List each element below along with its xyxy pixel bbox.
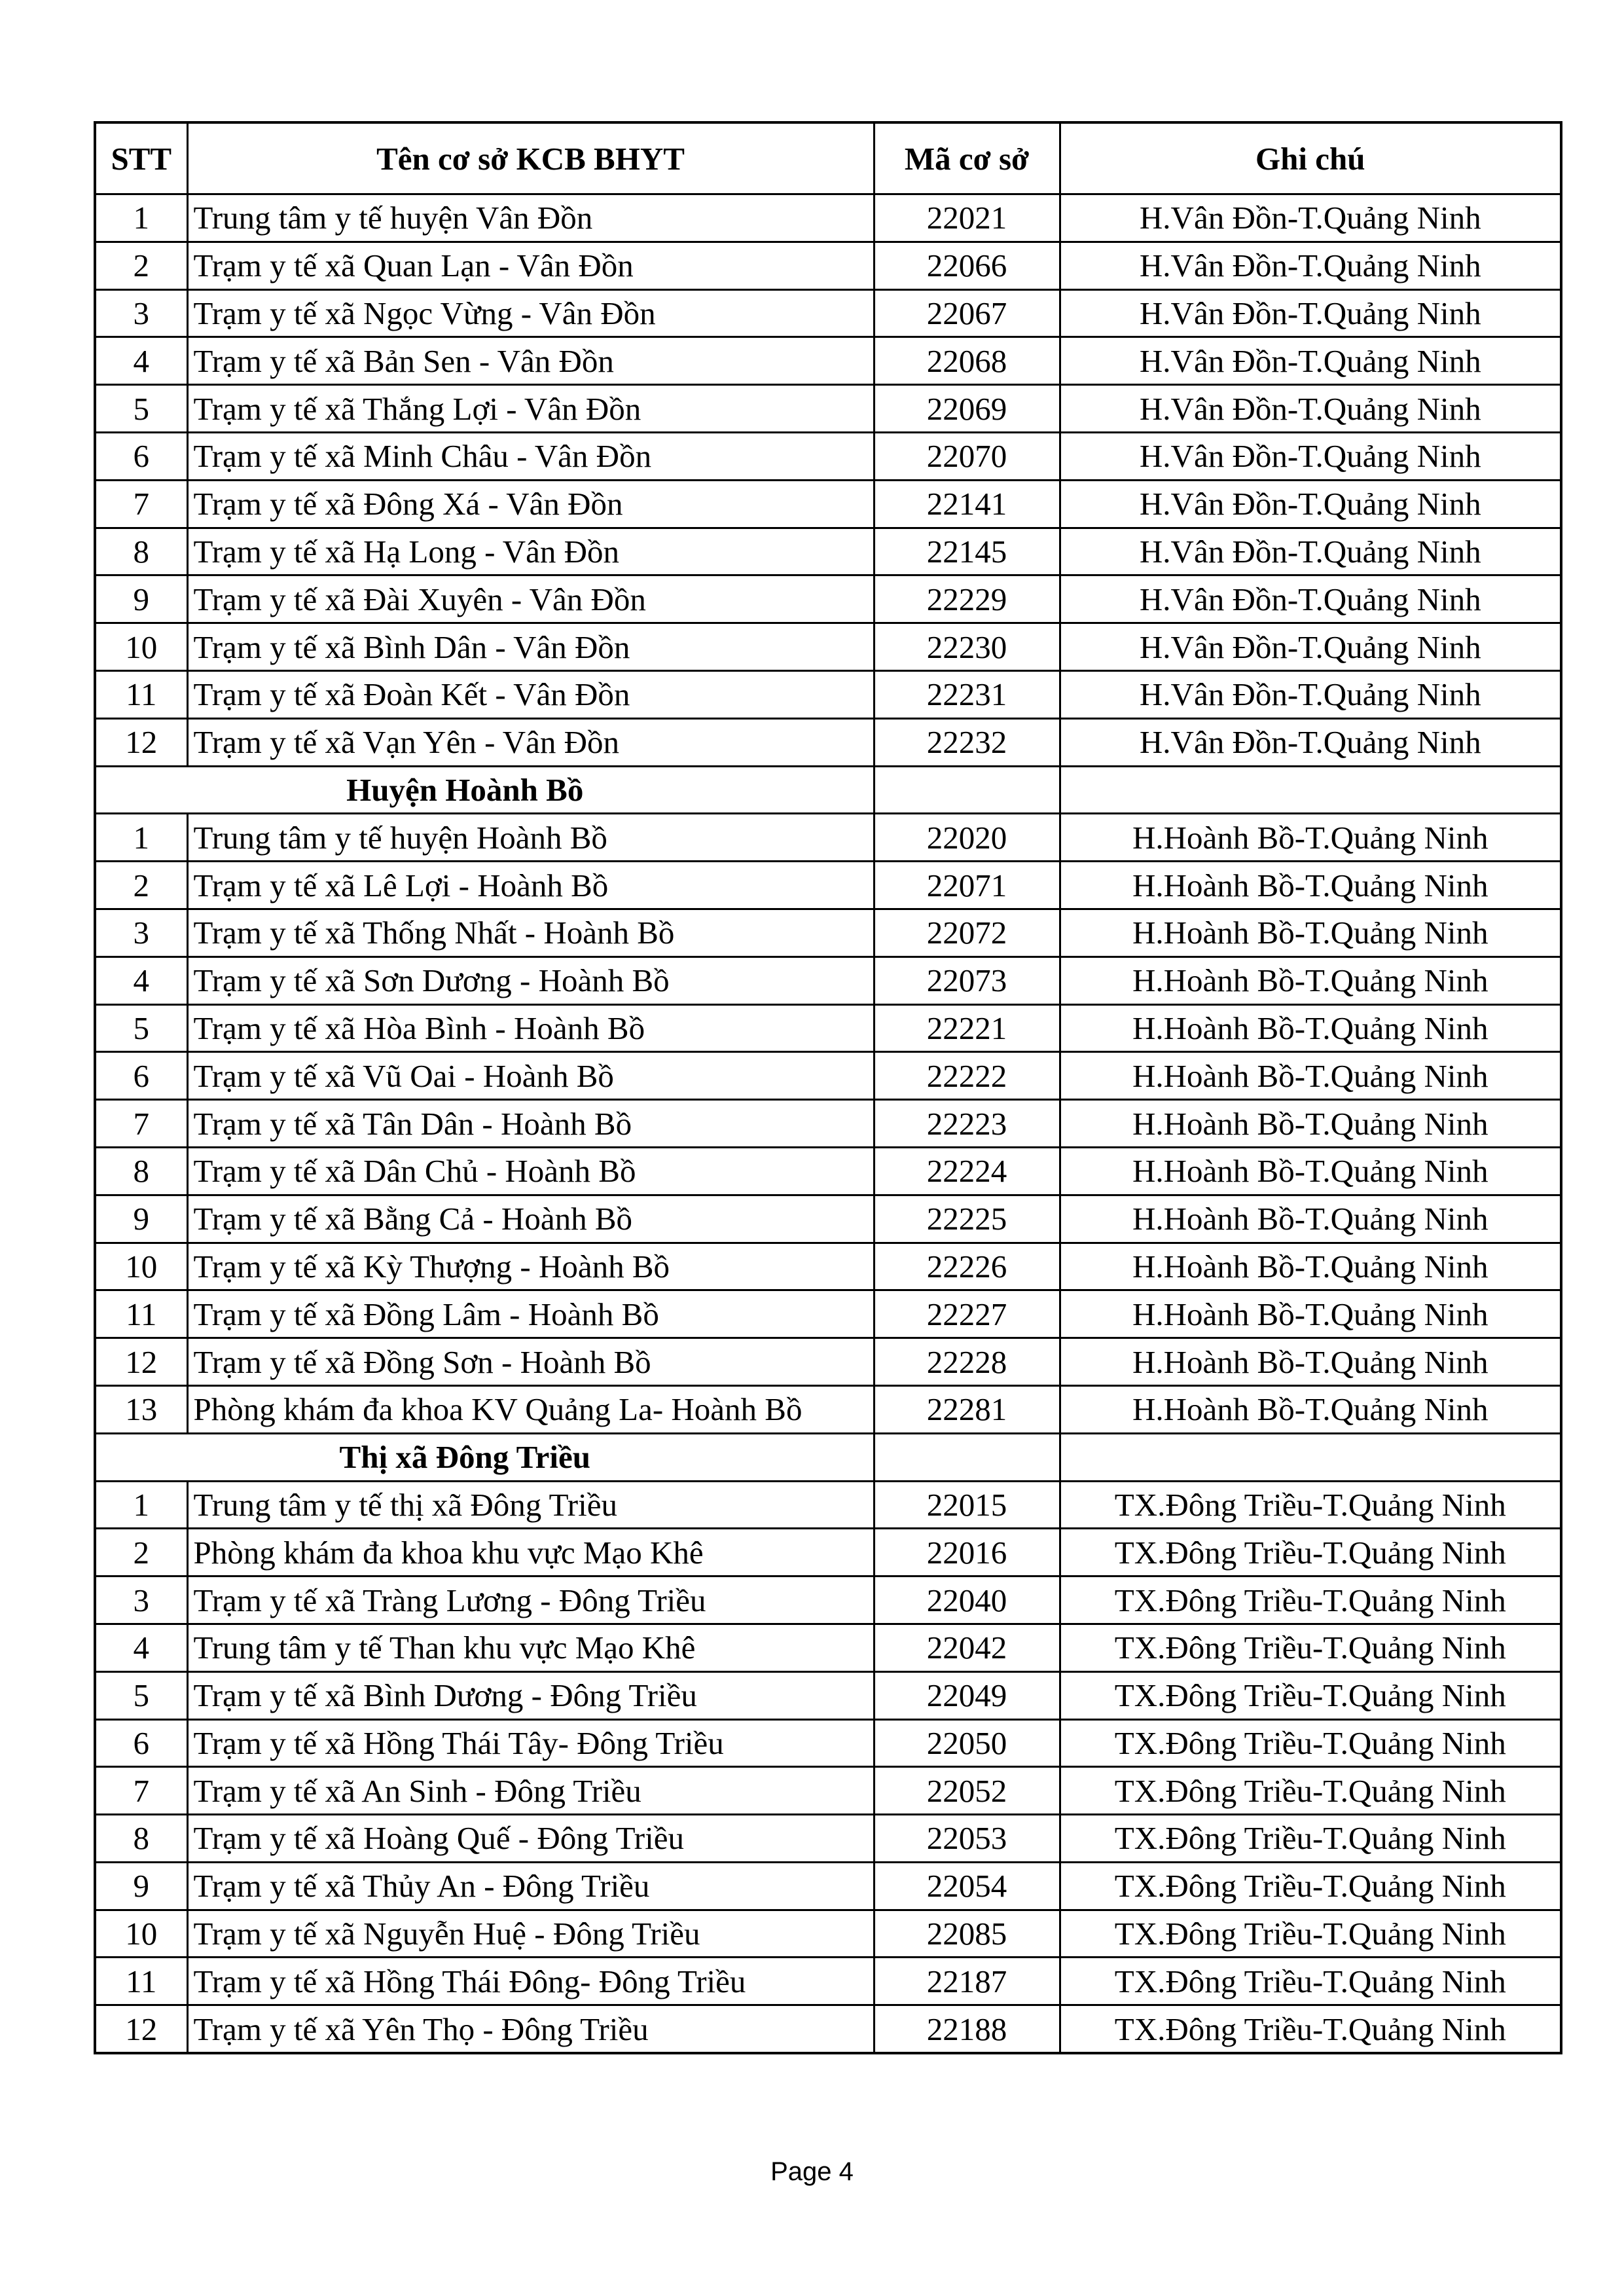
row-note: H.Hoành Bồ-T.Quảng Ninh bbox=[1060, 1004, 1561, 1052]
row-facility-code: 22040 bbox=[874, 1576, 1060, 1624]
row-facility-name: Trạm y tế xã Thắng Lợi - Vân Đồn bbox=[187, 385, 874, 433]
row-facility-name: Trung tâm y tế huyện Vân Đồn bbox=[187, 194, 874, 242]
row-facility-name: Trạm y tế xã Kỳ Thượng - Hoành Bồ bbox=[187, 1243, 874, 1290]
row-stt: 10 bbox=[95, 1243, 187, 1290]
row-stt: 2 bbox=[95, 862, 187, 909]
row-facility-name: Trạm y tế xã Hoàng Quế - Đông Triều bbox=[187, 1815, 874, 1863]
row-facility-code: 22015 bbox=[874, 1481, 1060, 1529]
row-note: H.Hoành Bồ-T.Quảng Ninh bbox=[1060, 1290, 1561, 1338]
row-note: H.Vân Đồn-T.Quảng Ninh bbox=[1060, 289, 1561, 337]
table-row bbox=[95, 814, 1561, 862]
row-facility-code: 22016 bbox=[874, 1529, 1060, 1576]
row-facility-name: Trạm y tế xã Minh Châu - Vân Đồn bbox=[187, 432, 874, 480]
row-stt: 12 bbox=[95, 2005, 187, 2053]
table-row bbox=[95, 957, 1561, 1004]
row-facility-code: 22020 bbox=[874, 814, 1060, 862]
row-note: H.Vân Đồn-T.Quảng Ninh bbox=[1060, 337, 1561, 385]
row-note: H.Hoành Bồ-T.Quảng Ninh bbox=[1060, 1338, 1561, 1386]
row-note: H.Hoành Bồ-T.Quảng Ninh bbox=[1060, 1243, 1561, 1290]
table-row bbox=[95, 718, 1561, 766]
row-stt: 2 bbox=[95, 1529, 187, 1576]
row-note: H.Vân Đồn-T.Quảng Ninh bbox=[1060, 670, 1561, 718]
row-note: H.Hoành Bồ-T.Quảng Ninh bbox=[1060, 1100, 1561, 1148]
row-note: H.Hoành Bồ-T.Quảng Ninh bbox=[1060, 1385, 1561, 1433]
table-row bbox=[95, 337, 1561, 385]
row-stt: 3 bbox=[95, 289, 187, 337]
row-facility-name: Trạm y tế xã Lê Lợi - Hoành Bồ bbox=[187, 862, 874, 909]
row-stt: 7 bbox=[95, 1767, 187, 1815]
row-note: H.Hoành Bồ-T.Quảng Ninh bbox=[1060, 862, 1561, 909]
table-row bbox=[95, 1338, 1561, 1386]
table-row bbox=[95, 1815, 1561, 1863]
row-facility-code: 22067 bbox=[874, 289, 1060, 337]
table-row bbox=[95, 1624, 1561, 1671]
row-facility-code: 22225 bbox=[874, 1195, 1060, 1243]
row-facility-name: Phòng khám đa khoa khu vực Mạo Khê bbox=[187, 1529, 874, 1576]
table-row bbox=[95, 1243, 1561, 1290]
page-number: Page 4 bbox=[770, 2157, 854, 2186]
table-row bbox=[95, 1052, 1561, 1100]
row-stt: 2 bbox=[95, 242, 187, 289]
row-stt: 7 bbox=[95, 480, 187, 528]
row-facility-name: Trạm y tế xã Đông Xá - Vân Đồn bbox=[187, 480, 874, 528]
row-facility-code: 22224 bbox=[874, 1147, 1060, 1195]
row-facility-name: Trạm y tế xã Dân Chủ - Hoành Bồ bbox=[187, 1147, 874, 1195]
row-facility-name: Trạm y tế xã Yên Thọ - Đông Triều bbox=[187, 2005, 874, 2053]
row-stt: 7 bbox=[95, 1100, 187, 1148]
row-facility-code: 22229 bbox=[874, 575, 1060, 623]
row-facility-name: Trung tâm y tế huyện Hoành Bồ bbox=[187, 814, 874, 862]
row-stt: 1 bbox=[95, 194, 187, 242]
table-body bbox=[95, 194, 1561, 2054]
section-code-cell bbox=[874, 766, 1060, 814]
row-facility-code: 22230 bbox=[874, 623, 1060, 671]
row-facility-code: 22054 bbox=[874, 1862, 1060, 1910]
row-stt: 9 bbox=[95, 1862, 187, 1910]
row-facility-code: 22231 bbox=[874, 670, 1060, 718]
row-facility-code: 22050 bbox=[874, 1719, 1060, 1767]
row-stt: 6 bbox=[95, 432, 187, 480]
row-note: TX.Đông Triều-T.Quảng Ninh bbox=[1060, 1671, 1561, 1719]
table-row bbox=[95, 242, 1561, 289]
row-facility-code: 22073 bbox=[874, 957, 1060, 1004]
row-stt: 6 bbox=[95, 1719, 187, 1767]
row-facility-name: Trạm y tế xã Hòa Bình - Hoành Bồ bbox=[187, 1004, 874, 1052]
row-note: TX.Đông Triều-T.Quảng Ninh bbox=[1060, 1481, 1561, 1529]
row-note: TX.Đông Triều-T.Quảng Ninh bbox=[1060, 1719, 1561, 1767]
row-stt: 5 bbox=[95, 1671, 187, 1719]
row-facility-code: 22281 bbox=[874, 1385, 1060, 1433]
row-stt: 3 bbox=[95, 1576, 187, 1624]
table-row bbox=[95, 2005, 1561, 2053]
row-facility-code: 22066 bbox=[874, 242, 1060, 289]
row-stt: 3 bbox=[95, 909, 187, 957]
row-stt: 5 bbox=[95, 385, 187, 433]
table-row bbox=[95, 1958, 1561, 2005]
table-row bbox=[95, 480, 1561, 528]
row-facility-code: 22222 bbox=[874, 1052, 1060, 1100]
row-facility-name: Trạm y tế xã Ngọc Vừng - Vân Đồn bbox=[187, 289, 874, 337]
row-note: TX.Đông Triều-T.Quảng Ninh bbox=[1060, 1815, 1561, 1863]
row-facility-name: Phòng khám đa khoa KV Quảng La- Hoành Bồ bbox=[187, 1385, 874, 1433]
row-stt: 4 bbox=[95, 1624, 187, 1671]
row-facility-code: 22070 bbox=[874, 432, 1060, 480]
row-stt: 5 bbox=[95, 1004, 187, 1052]
row-facility-code: 22068 bbox=[874, 337, 1060, 385]
row-note: H.Vân Đồn-T.Quảng Ninh bbox=[1060, 575, 1561, 623]
table-row bbox=[95, 1100, 1561, 1148]
row-facility-code: 22053 bbox=[874, 1815, 1060, 1863]
row-note: H.Hoành Bồ-T.Quảng Ninh bbox=[1060, 957, 1561, 1004]
row-facility-code: 22052 bbox=[874, 1767, 1060, 1815]
row-facility-name: Trạm y tế xã Hồng Thái Đông- Đông Triều bbox=[187, 1958, 874, 2005]
row-note: TX.Đông Triều-T.Quảng Ninh bbox=[1060, 2005, 1561, 2053]
row-facility-code: 22188 bbox=[874, 2005, 1060, 2053]
row-note: TX.Đông Triều-T.Quảng Ninh bbox=[1060, 1958, 1561, 2005]
row-note: TX.Đông Triều-T.Quảng Ninh bbox=[1060, 1576, 1561, 1624]
row-facility-code: 22071 bbox=[874, 862, 1060, 909]
row-facility-name: Trạm y tế xã Sơn Dương - Hoành Bồ bbox=[187, 957, 874, 1004]
row-facility-name: Trạm y tế xã Bản Sen - Vân Đồn bbox=[187, 337, 874, 385]
row-facility-name: Trạm y tế xã Tràng Lương - Đông Triều bbox=[187, 1576, 874, 1624]
row-facility-code: 22069 bbox=[874, 385, 1060, 433]
table-row bbox=[95, 432, 1561, 480]
row-facility-name: Trạm y tế xã An Sinh - Đông Triều bbox=[187, 1767, 874, 1815]
row-note: TX.Đông Triều-T.Quảng Ninh bbox=[1060, 1529, 1561, 1576]
row-facility-code: 22227 bbox=[874, 1290, 1060, 1338]
row-note: H.Hoành Bồ-T.Quảng Ninh bbox=[1060, 1147, 1561, 1195]
row-facility-code: 22187 bbox=[874, 1958, 1060, 2005]
table-row bbox=[95, 385, 1561, 433]
row-stt: 10 bbox=[95, 623, 187, 671]
row-stt: 12 bbox=[95, 718, 187, 766]
row-facility-name: Trạm y tế xã Vũ Oai - Hoành Bồ bbox=[187, 1052, 874, 1100]
table-row bbox=[95, 1385, 1561, 1433]
row-facility-name: Trạm y tế xã Đài Xuyên - Vân Đồn bbox=[187, 575, 874, 623]
row-note: H.Hoành Bồ-T.Quảng Ninh bbox=[1060, 1052, 1561, 1100]
section-title: Huyện Hoành Bồ bbox=[95, 766, 874, 814]
row-note: TX.Đông Triều-T.Quảng Ninh bbox=[1060, 1624, 1561, 1671]
table-row bbox=[95, 862, 1561, 909]
row-stt: 6 bbox=[95, 1052, 187, 1100]
row-facility-name: Trạm y tế xã Thủy An - Đông Triều bbox=[187, 1862, 874, 1910]
row-facility-code: 22228 bbox=[874, 1338, 1060, 1386]
header-note: Ghi chú bbox=[1060, 122, 1561, 194]
table-row bbox=[95, 289, 1561, 337]
row-note: TX.Đông Triều-T.Quảng Ninh bbox=[1060, 1862, 1561, 1910]
row-facility-name: Trạm y tế xã Vạn Yên - Vân Đồn bbox=[187, 718, 874, 766]
section-code-cell bbox=[874, 1433, 1060, 1481]
row-facility-name: Trung tâm y tế Than khu vực Mạo Khê bbox=[187, 1624, 874, 1671]
table-row bbox=[95, 1195, 1561, 1243]
row-stt: 8 bbox=[95, 528, 187, 575]
row-facility-name: Trạm y tế xã Hạ Long - Vân Đồn bbox=[187, 528, 874, 575]
row-facility-code: 22042 bbox=[874, 1624, 1060, 1671]
row-facility-name: Trạm y tế xã Bình Dương - Đông Triều bbox=[187, 1671, 874, 1719]
row-facility-name: Trạm y tế xã Tân Dân - Hoành Bồ bbox=[187, 1100, 874, 1148]
row-stt: 13 bbox=[95, 1385, 187, 1433]
row-facility-code: 22232 bbox=[874, 718, 1060, 766]
row-facility-code: 22072 bbox=[874, 909, 1060, 957]
row-facility-name: Trạm y tế xã Đồng Sơn - Hoành Bồ bbox=[187, 1338, 874, 1386]
table-row bbox=[95, 1671, 1561, 1719]
row-stt: 12 bbox=[95, 1338, 187, 1386]
row-facility-code: 22221 bbox=[874, 1004, 1060, 1052]
table-row bbox=[95, 1147, 1561, 1195]
row-facility-name: Trạm y tế xã Hồng Thái Tây- Đông Triều bbox=[187, 1719, 874, 1767]
row-note: H.Vân Đồn-T.Quảng Ninh bbox=[1060, 718, 1561, 766]
section-title: Thị xã Đông Triều bbox=[95, 1433, 874, 1481]
header-row bbox=[95, 122, 1561, 194]
table-row bbox=[95, 1910, 1561, 1958]
row-facility-code: 22085 bbox=[874, 1910, 1060, 1958]
table-row bbox=[95, 670, 1561, 718]
row-note: H.Vân Đồn-T.Quảng Ninh bbox=[1060, 623, 1561, 671]
row-stt: 9 bbox=[95, 1195, 187, 1243]
table-row bbox=[95, 909, 1561, 957]
row-stt: 8 bbox=[95, 1815, 187, 1863]
section-row bbox=[95, 1433, 1561, 1481]
row-note: H.Vân Đồn-T.Quảng Ninh bbox=[1060, 528, 1561, 575]
row-facility-name: Trạm y tế xã Thống Nhất - Hoành Bồ bbox=[187, 909, 874, 957]
table-row bbox=[95, 1767, 1561, 1815]
table-row bbox=[95, 1529, 1561, 1576]
row-stt: 4 bbox=[95, 337, 187, 385]
row-stt: 11 bbox=[95, 1290, 187, 1338]
row-stt: 1 bbox=[95, 814, 187, 862]
row-note: TX.Đông Triều-T.Quảng Ninh bbox=[1060, 1767, 1561, 1815]
header-stt: STT bbox=[95, 122, 187, 194]
row-stt: 9 bbox=[95, 575, 187, 623]
row-stt: 11 bbox=[95, 1958, 187, 2005]
row-note: H.Vân Đồn-T.Quảng Ninh bbox=[1060, 385, 1561, 433]
row-stt: 11 bbox=[95, 670, 187, 718]
header-facility-code: Mã cơ sở bbox=[874, 122, 1060, 194]
table-row bbox=[95, 1004, 1561, 1052]
row-facility-name: Trạm y tế xã Đồng Lâm - Hoành Bồ bbox=[187, 1290, 874, 1338]
row-note: H.Vân Đồn-T.Quảng Ninh bbox=[1060, 432, 1561, 480]
section-note-cell bbox=[1060, 766, 1561, 814]
row-stt: 8 bbox=[95, 1147, 187, 1195]
table-row bbox=[95, 528, 1561, 575]
row-facility-code: 22049 bbox=[874, 1671, 1060, 1719]
table-row bbox=[95, 1719, 1561, 1767]
row-note: H.Vân Đồn-T.Quảng Ninh bbox=[1060, 480, 1561, 528]
table-row bbox=[95, 1576, 1561, 1624]
row-note: TX.Đông Triều-T.Quảng Ninh bbox=[1060, 1910, 1561, 1958]
row-note: H.Hoành Bồ-T.Quảng Ninh bbox=[1060, 1195, 1561, 1243]
row-facility-name: Trạm y tế xã Đoàn Kết - Vân Đồn bbox=[187, 670, 874, 718]
table-row bbox=[95, 1862, 1561, 1910]
table-row bbox=[95, 623, 1561, 671]
row-facility-name: Trạm y tế xã Bằng Cả - Hoành Bồ bbox=[187, 1195, 874, 1243]
facility-table bbox=[94, 121, 1562, 2054]
row-note: H.Vân Đồn-T.Quảng Ninh bbox=[1060, 242, 1561, 289]
row-facility-name: Trạm y tế xã Bình Dân - Vân Đồn bbox=[187, 623, 874, 671]
table-row bbox=[95, 1481, 1561, 1529]
row-stt: 10 bbox=[95, 1910, 187, 1958]
table-row bbox=[95, 1290, 1561, 1338]
row-note: H.Hoành Bồ-T.Quảng Ninh bbox=[1060, 814, 1561, 862]
section-row bbox=[95, 766, 1561, 814]
row-facility-name: Trung tâm y tế thị xã Đông Triều bbox=[187, 1481, 874, 1529]
row-note: H.Vân Đồn-T.Quảng Ninh bbox=[1060, 194, 1561, 242]
table-row bbox=[95, 575, 1561, 623]
row-facility-code: 22226 bbox=[874, 1243, 1060, 1290]
row-facility-code: 22223 bbox=[874, 1100, 1060, 1148]
table-row bbox=[95, 194, 1561, 242]
row-facility-code: 22021 bbox=[874, 194, 1060, 242]
row-stt: 4 bbox=[95, 957, 187, 1004]
row-note: H.Hoành Bồ-T.Quảng Ninh bbox=[1060, 909, 1561, 957]
row-facility-code: 22145 bbox=[874, 528, 1060, 575]
row-stt: 1 bbox=[95, 1481, 187, 1529]
row-facility-code: 22141 bbox=[874, 480, 1060, 528]
row-facility-name: Trạm y tế xã Quan Lạn - Vân Đồn bbox=[187, 242, 874, 289]
table-header bbox=[95, 122, 1561, 194]
section-note-cell bbox=[1060, 1433, 1561, 1481]
row-facility-name: Trạm y tế xã Nguyễn Huệ - Đông Triều bbox=[187, 1910, 874, 1958]
header-facility-name: Tên cơ sở KCB BHYT bbox=[187, 122, 874, 194]
